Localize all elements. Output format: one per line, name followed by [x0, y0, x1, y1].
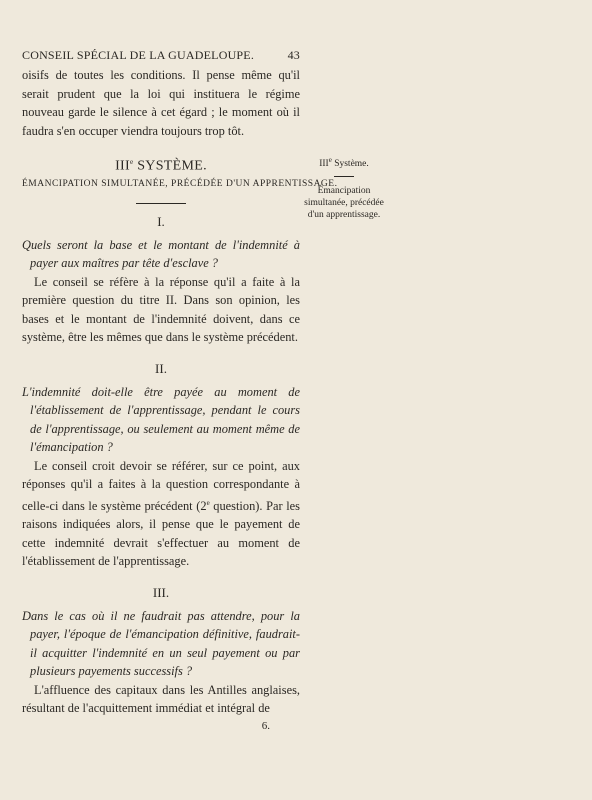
margin-note-rule [334, 176, 354, 177]
margin-note-text: Émancipation simultanée, précédée d'un apprentissage. [304, 186, 384, 221]
running-title: CONSEIL SPÉCIAL DE LA GUADELOUPE. [22, 48, 255, 62]
margin-note-title: IIIe Système. [319, 156, 369, 170]
page-number: 43 [287, 48, 300, 62]
section-subtitle: ÉMANCIPATION SIMULTANÉE, PRÉCÉDÉE D'UN APPRENTISSAGE. [22, 178, 338, 189]
question-2-numeral: II. [155, 360, 167, 376]
intro-paragraph: oisifs de toutes les conditions. Il pense même qu'il serait prudent que la loi qui instituera le régime nouveau garde le silence à cet égard ; le moment où il faudra s'en occuper viendra toujours trop tôt. [22, 68, 300, 138]
margin-note [304, 154, 384, 221]
section-title: IIIe SYSTÈME. [115, 158, 207, 174]
question-1-numeral: I. [157, 213, 165, 229]
section-rule [136, 203, 186, 204]
question-3-numeral: III. [152, 584, 170, 600]
question-1-text: Quels seront la base et le montant de l'indemnité à payer aux maîtres par tête d'esclave ? [22, 237, 300, 271]
question-3-text: Dans le cas où il ne faudrait pas attendre, pour la payer, l'époque de l'émancipation définitive, faudrait-il acquitter l'indemnité en un seul payement ou par plusieurs payements successifs ? [22, 608, 300, 679]
main-column [22, 48, 338, 732]
answer-2-text: Le conseil croit devoir se référer, sur ce point, aux réponses qu'il a faites à la question correspondante à celle-ci dans le système précédent (2e question). Par les raisons indiquées alors, il pense que le payement de cette indemnité devrait s'effectuer au moment de l'établissement de l'apprentissage. [22, 458, 300, 569]
running-header [22, 48, 300, 63]
signature-mark: 6. [261, 719, 270, 732]
question-2-text: L'indemnité doit-elle être payée au moment de l'établissement de l'apprentissage, pendant le cours de l'apprentissage, ou seulement au moment même de l'émancipation ? [22, 384, 300, 455]
answer-3-text: L'affluence des capitaux dans les Antilles anglaises, résultant de l'acquittement immédiat et intégral de [22, 682, 300, 716]
answer-1-text: Le conseil se réfère à la réponse qu'il a faite à la première question du titre II. Dans son opinion, les bases et le montant de l'indemnité doivent, dans ce système, être les mêmes que dans le système précédent. [22, 274, 300, 345]
